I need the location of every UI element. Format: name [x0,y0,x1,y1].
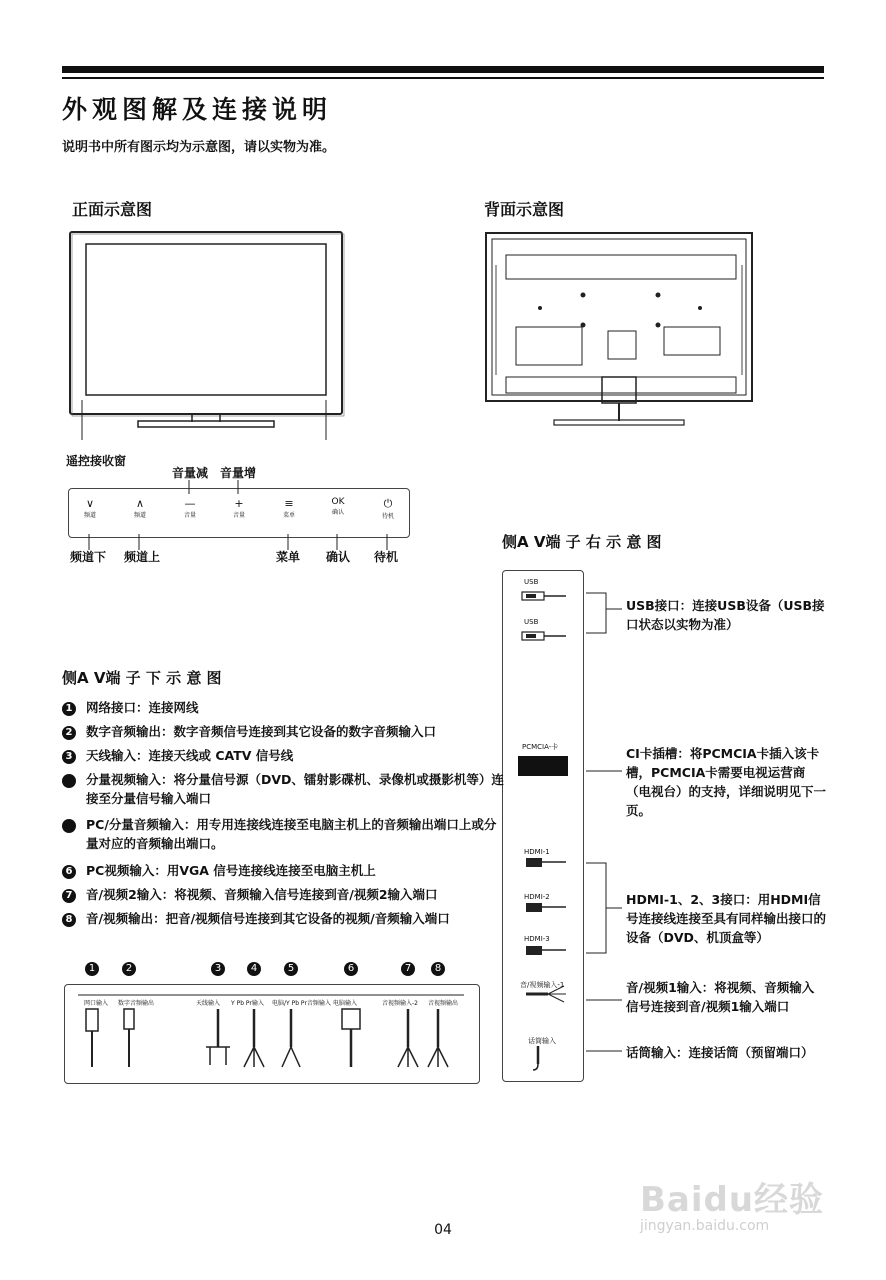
front-tv-illustration [62,225,352,440]
port-label: 音视频输出 [428,1000,459,1007]
list-item: 5 PC/分量音频输入：用专用连接线连接至电脑主机上的音频输出端口上或分量对应的音频输出端口。 [53,817,497,851]
port-number: 2 [122,962,136,976]
page-title: 外观图解及连接说明 [62,95,333,124]
av1-description: 音/视频1输入：将视频、音频输入信号连接到音/视频1输入端口 [626,980,815,1014]
ok-label: 确认 [326,550,351,564]
mic-description: 话筒输入：连接话筒（预留端口） [626,1045,814,1060]
av1-port-label: 音/视频输入-1 [520,981,565,989]
menu-key[interactable]: ≡ 菜单 [276,497,302,519]
usb2-port-label: USB [524,618,539,626]
ok-icon: OK [331,497,345,507]
ir-receiver-label: 遥控接收窗 [66,454,127,468]
pcmcia-slot-icon [518,756,568,776]
port-label: 音视频输入-2 [382,1000,418,1007]
ch-up-label: 频道上 [124,550,161,564]
port-number: 3 [211,962,225,976]
back-tv-illustration [480,225,760,435]
page-number: 04 [434,1222,452,1238]
side-right-brackets [584,585,624,1065]
front-heading: 正面示意图 [72,200,153,219]
list-item: 2 数字音频输出：数字音频信号连接到其它设备的数字音频输入口 [62,722,482,741]
hdmi-port-icon [526,903,542,912]
mic-port-label: 话筒输入 [528,1037,556,1045]
usb-description: USB接口：连接USB设备（USB接口状态以实物为准） [626,598,825,632]
list-item: 7 音/视频2输入：将视频、音频输入信号连接到音/视频2输入端口 [62,885,482,904]
usb1-port-label: USB [524,578,539,586]
optical-plug-icon [124,1009,134,1029]
chevron-down-icon: ∨ [85,497,95,510]
side-bottom-heading: 侧A V端 子 下 示 意 图 [62,669,222,687]
pcmcia-port-label: PCMCIA-卡 [522,743,559,751]
header-rule-thin [62,77,824,79]
ok-key[interactable]: OK 确认 [325,497,351,516]
panel-leader-lines [68,474,408,554]
menu-label: 菜单 [276,550,301,564]
port-number: 1 [85,962,99,976]
page-subtitle: 说明书中所有图示均为示意图，请以实物为准。 [62,140,336,155]
minus-icon: — [184,497,196,510]
standby-key[interactable]: ⏻ 待机 [375,497,401,520]
port-label: Y Pb Pr输入 [231,1000,264,1007]
side-bottom-connectors [64,975,478,1080]
side-right-heading: 侧A V端 子 右 示 意 图 [502,533,662,551]
list-item: 3 天线输入：连接天线或 CATV 信号线 [62,746,482,765]
port-label: 网口输入 [84,1000,109,1007]
hdmi3-port-label: HDMI-3 [524,935,550,943]
back-heading: 背面示意图 [484,200,565,219]
ch-down-label: 频道下 [70,550,107,564]
vol-down-key[interactable]: — 音量 [177,497,203,519]
watermark-url: jingyan.baidu.com [640,1218,770,1234]
port-number: 8 [431,962,445,976]
ch-down-key[interactable]: ∨ 频道 [77,497,103,519]
menu-icon: ≡ [284,497,294,510]
port-label: 电脑输入 [333,1000,358,1007]
port-number: 5 [284,962,298,976]
ci-slot-description: CI卡插槽：将PCMCIA卡插入该卡槽，PCMCIA卡需要电视运营商（电视台）的支持，详细说明见下一页。 [626,746,827,818]
hdmi-port-icon [526,858,542,867]
vga-plug-icon [342,1009,360,1029]
watermark-logo: Baidu经验 [640,1180,825,1220]
hdmi1-port-label: HDMI-1 [524,848,550,856]
power-icon: ⏻ [383,497,393,510]
side-right-ports [502,570,582,1080]
hdmi2-port-label: HDMI-2 [524,893,550,901]
port-number: 7 [401,962,415,976]
port-number: 4 [247,962,261,976]
hdmi-description: HDMI-1、2、3接口：用HDMI信号连接线连接至具有同样输出接口的设备（DVD、机顶盒等） [626,892,827,945]
ethernet-plug-icon [86,1009,98,1031]
port-label: 天线输入 [196,1000,221,1007]
vol-down-label: 音量减 [172,466,209,480]
list-item: 8 音/视频输出：把音/视频信号连接到其它设备的视频/音频输入端口 [62,909,482,928]
port-number: 6 [344,962,358,976]
vol-up-label: 音量增 [220,466,257,480]
plus-icon: + [234,497,244,510]
standby-label: 待机 [374,550,399,564]
list-item: 6 PC视频输入：用VGA 信号连接线连接至电脑主机上 [62,861,482,880]
hdmi-port-icon [526,946,542,955]
vol-up-key[interactable]: + 音量 [226,497,252,519]
port-label: 数字音频输出 [118,1000,155,1007]
port-label: 电脑/Y Pb Pr音频输入 [272,1000,331,1007]
list-item: 4 分量视频输入：将分量信号源（DVD、镭射影碟机、录像机或摄影机等）连接至分量信号输入端口 [53,772,504,806]
ch-up-key[interactable]: ∧ 频道 [127,497,153,519]
list-item: 1 网络接口：连接网线 [62,698,482,717]
chevron-up-icon: ∧ [135,497,145,510]
header-rule-thick [62,66,824,73]
